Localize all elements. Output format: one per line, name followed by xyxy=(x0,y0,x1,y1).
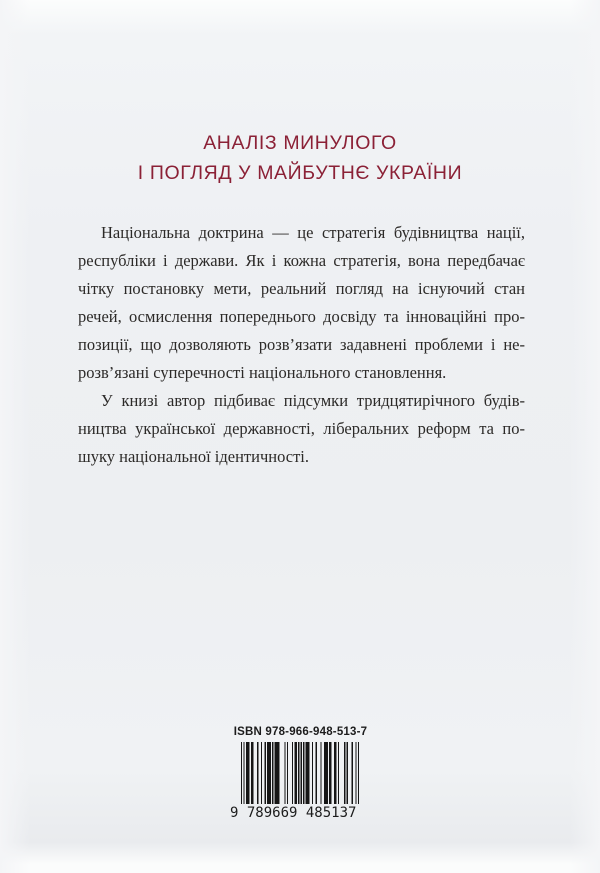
annotation-line: речей, осмислення попереднього досвіду та інноваційні про- xyxy=(78,307,525,326)
annotation-line: Національна доктрина — це стратегія будівництва нації, xyxy=(101,223,525,242)
tagline-line-2: І ПОГЛЯД У МАЙБУТНЄ УКРАЇНИ xyxy=(137,162,463,184)
annotation-line: шуку національної ідентичності. xyxy=(78,447,309,466)
annotation-text xyxy=(78,219,525,471)
isbn-label: ISBN 978-966-948-513-7 xyxy=(233,726,368,738)
annotation-line: чітку постановку мети, реальний погляд на існуючий стан xyxy=(78,279,525,298)
barcode-digits: 9 789669 485137 xyxy=(230,805,357,821)
tagline-heading xyxy=(0,128,600,188)
annotation-line: У книзі автор підбиває підсумки тридцятирічного будів- xyxy=(101,391,525,410)
barcode-block xyxy=(230,726,371,821)
annotation-line: республіки і держави. Як і кожна стратегія, вона передбачає xyxy=(78,251,525,270)
annotation-line: ництва української державності, ліберальних реформ та по- xyxy=(78,419,525,438)
ean13-barcode xyxy=(241,742,359,804)
annotation-line: розв’язані суперечності національного становлення. xyxy=(78,363,447,382)
annotation-line: позиції, що дозволяють розв’язати задавнені проблеми і не- xyxy=(78,335,525,354)
tagline-line-1: АНАЛІЗ МИНУЛОГО xyxy=(203,132,397,154)
